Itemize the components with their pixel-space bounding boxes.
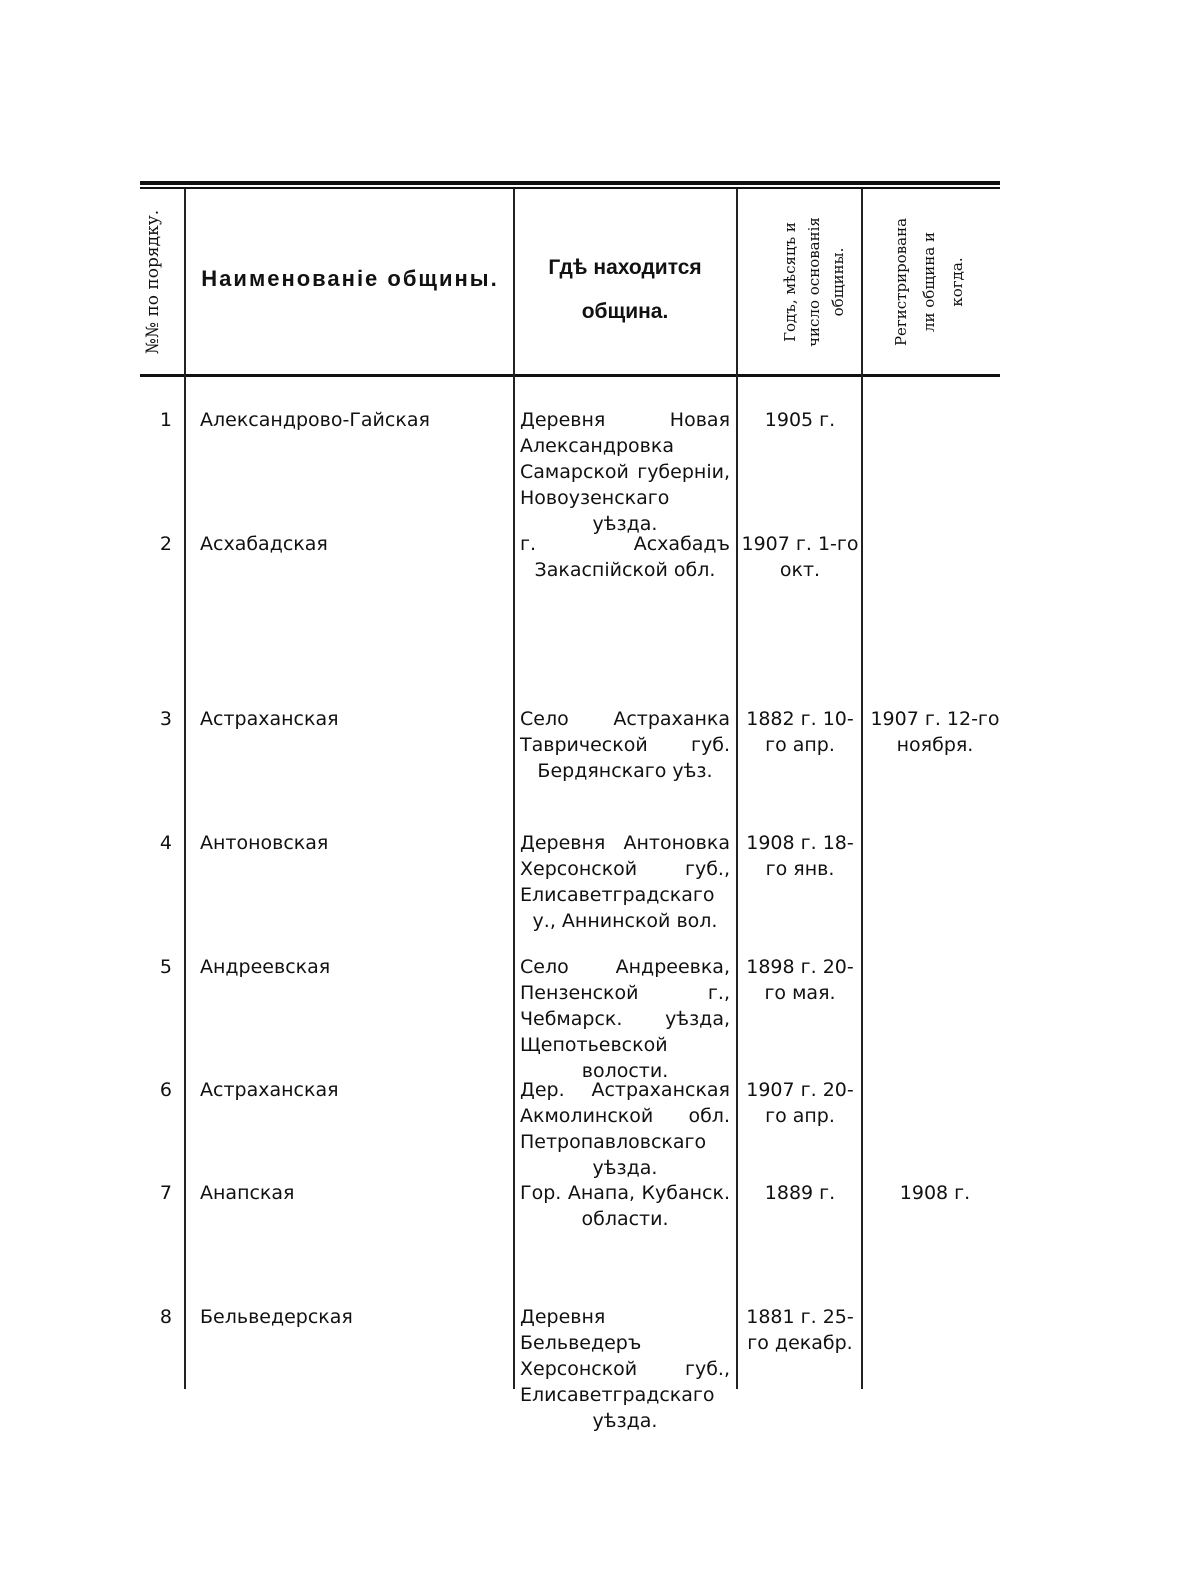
header-col-num: №№ по порядку. <box>143 209 163 355</box>
row-2-name: Асхабадская <box>200 533 328 555</box>
row-3-num: 3 <box>159 708 172 730</box>
row-3-name: Астраханская <box>200 708 339 730</box>
header-col-founded-line2: число основанія <box>805 217 823 347</box>
row-5-num: 5 <box>159 956 172 978</box>
row-4-name: Антоновская <box>200 832 329 854</box>
row-8-location: Деревня Бельведеръ Херсонской губ., Елисаветградскаго уѣзда. <box>520 1306 730 1432</box>
row-3-registered: 1907 г. 12-го ноября. <box>870 708 1000 756</box>
row-7-registered: 1908 г. <box>899 1182 971 1204</box>
top-rule-thin <box>140 187 1000 189</box>
header-bottom-rule <box>140 374 1000 377</box>
row-8-founded: 1881 г. 25-го декабр. <box>746 1306 854 1354</box>
row-4-num: 4 <box>159 832 172 854</box>
header-col-founded-line3: общины. <box>829 247 847 317</box>
header-col-location: Гдѣ находится община. <box>548 256 702 323</box>
header-col-registered-line1: Регистрирована <box>892 217 910 347</box>
row-6-num: 6 <box>159 1079 172 1101</box>
row-1-location: Деревня Новая Александровка Самарской губерніи, Новоузенскаго уѣзда. <box>520 409 730 535</box>
header-col-registered-line3: когда. <box>948 257 966 307</box>
col-divider-4 <box>861 189 863 1389</box>
row-2-founded: 1907 г. 1-го окт. <box>741 533 859 581</box>
header-col-registered <box>866 194 1000 370</box>
row-1-num: 1 <box>159 409 172 431</box>
row-8-name: Бельведерская <box>200 1306 353 1328</box>
row-3-location: Село Астраханка Таврической губ. Бердянскаго уѣз. <box>520 708 730 782</box>
row-3-founded: 1882 г. 10-го апр. <box>746 708 854 756</box>
top-rule-thick <box>140 181 1000 185</box>
row-7-founded: 1889 г. <box>764 1182 836 1204</box>
header-col-registered-line2: ли община и <box>920 232 938 333</box>
row-4-location: Деревня Антоновка Херсонской губ., Елисаветградскаго у., Аннинской вол. <box>520 832 730 932</box>
col-divider-3 <box>736 189 738 1389</box>
row-1-founded: 1905 г. <box>764 409 836 431</box>
row-7-num: 7 <box>159 1182 172 1204</box>
row-6-name: Астраханская <box>200 1079 339 1101</box>
row-8-num: 8 <box>159 1306 172 1328</box>
row-2-location: г. Асхабадъ Закаспійской обл. <box>520 533 730 581</box>
row-5-name: Андреевская <box>200 956 331 978</box>
row-7-location: Гор. Анапа, Кубанск. области. <box>520 1182 730 1230</box>
row-7-name: Анапская <box>200 1182 295 1204</box>
row-6-founded: 1907 г. 20-го апр. <box>746 1079 854 1127</box>
header-col-name: Наименованіе общины. <box>201 266 499 291</box>
row-5-location: Село Андреевка, Пензенской г., Чебмарск. уѣзда, Щепотьевской волости. <box>520 956 730 1082</box>
col-divider-1 <box>184 189 186 1389</box>
row-1-name: Александрово-Гайская <box>200 409 430 431</box>
row-5-founded: 1898 г. 20-го мая. <box>746 956 854 1004</box>
row-2-num: 2 <box>159 533 172 555</box>
header-col-founded-line1: Годъ, мѣсяцъ и <box>781 222 799 342</box>
col-divider-2 <box>513 189 515 1389</box>
header-col-founded <box>742 194 854 370</box>
row-6-location: Дер. Астраханская Акмолинской обл. Петропавловскаго уѣзда. <box>520 1079 730 1179</box>
row-4-founded: 1908 г. 18-го янв. <box>746 832 854 880</box>
